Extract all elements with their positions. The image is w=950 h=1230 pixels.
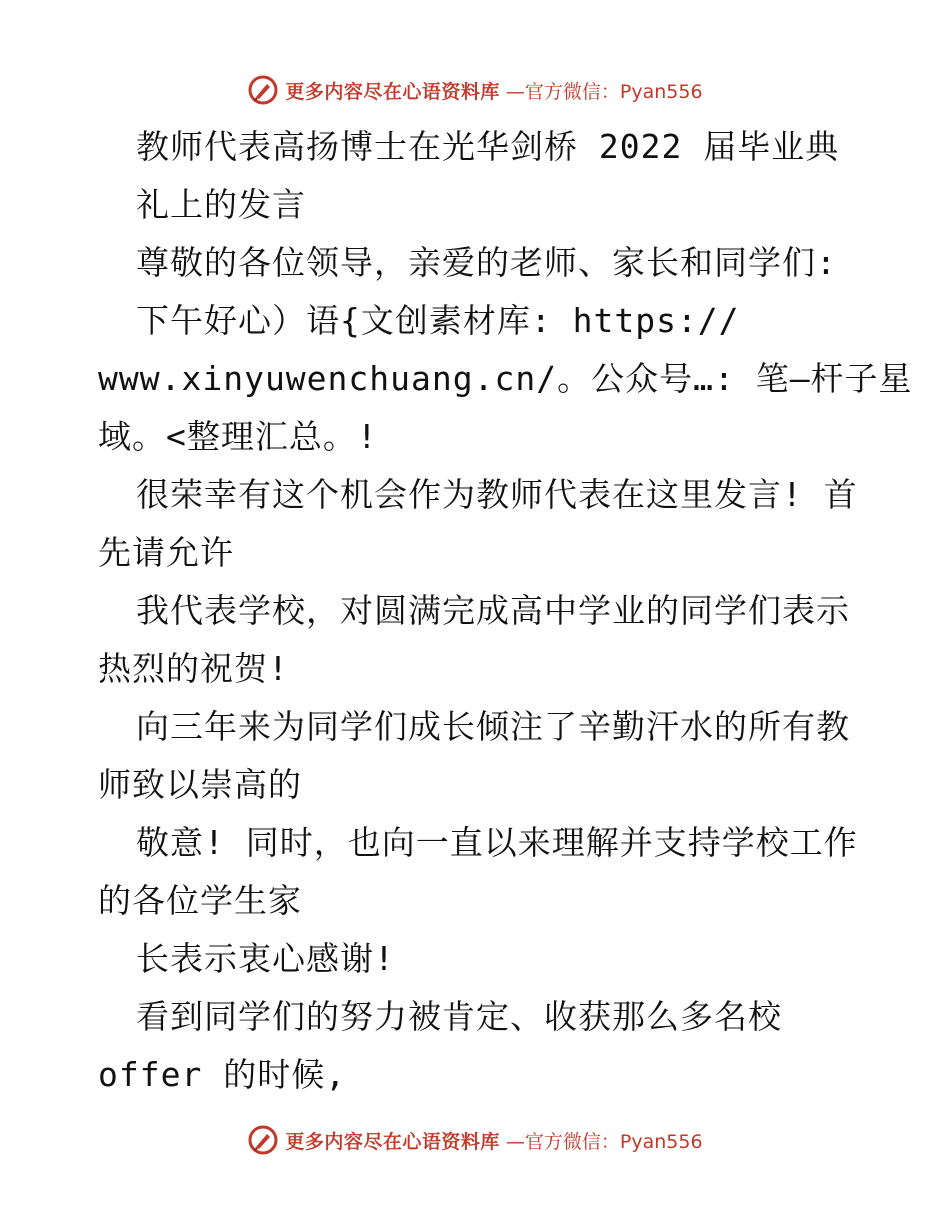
text-line: 我代表学校，对圆满完成高中学业的同学们表示 [136,591,850,630]
title-line-1: 教师代表高扬博士在光华剑桥 2022 届毕业典 [136,127,840,166]
text-line: 热烈的祝贺! [98,649,289,688]
text-line: offer 的时候, [98,1055,347,1094]
text-line: 敬意! 同时，也向一直以来理解并支持学校工作 [136,823,858,862]
banner-suffix: —官方微信：Pyan556 [505,80,703,103]
title-line-2: 礼上的发言 [136,185,306,224]
header-banner [0,70,950,110]
text-line: www.xinyuwenchuang.cn/。公众号…: 笔—杆子星 [98,359,913,398]
text-line: 师致以崇高的 [98,765,302,804]
text-line: 看到同学们的努力被肯定、收获那么多名校 [136,997,782,1036]
text-line: 下午好心）语{文创素材库: https:// [136,301,740,340]
document-body [98,118,913,1104]
text-line: 的各位学生家 [98,881,302,920]
text-line: 域。<整理汇总。! [98,417,378,456]
banner-text: 更多内容尽在心语资料库 [285,1130,500,1153]
pen-logo-icon [247,1124,279,1156]
banner-text: 更多内容尽在心语资料库 [285,80,500,103]
text-line: 尊敬的各位领导，亲爱的老师、家长和同学们: [136,243,837,282]
pen-logo-icon [247,74,279,106]
text-line: 长表示衷心感谢! [136,939,395,978]
banner-suffix: —官方微信：Pyan556 [505,1130,703,1153]
text-line: 很荣幸有这个机会作为教师代表在这里发言! 首 [136,475,858,514]
footer-banner [0,1120,950,1160]
text-line: 向三年来为同学们成长倾注了辛勤汗水的所有教 [136,707,850,746]
text-line: 先请允许 [98,533,234,572]
